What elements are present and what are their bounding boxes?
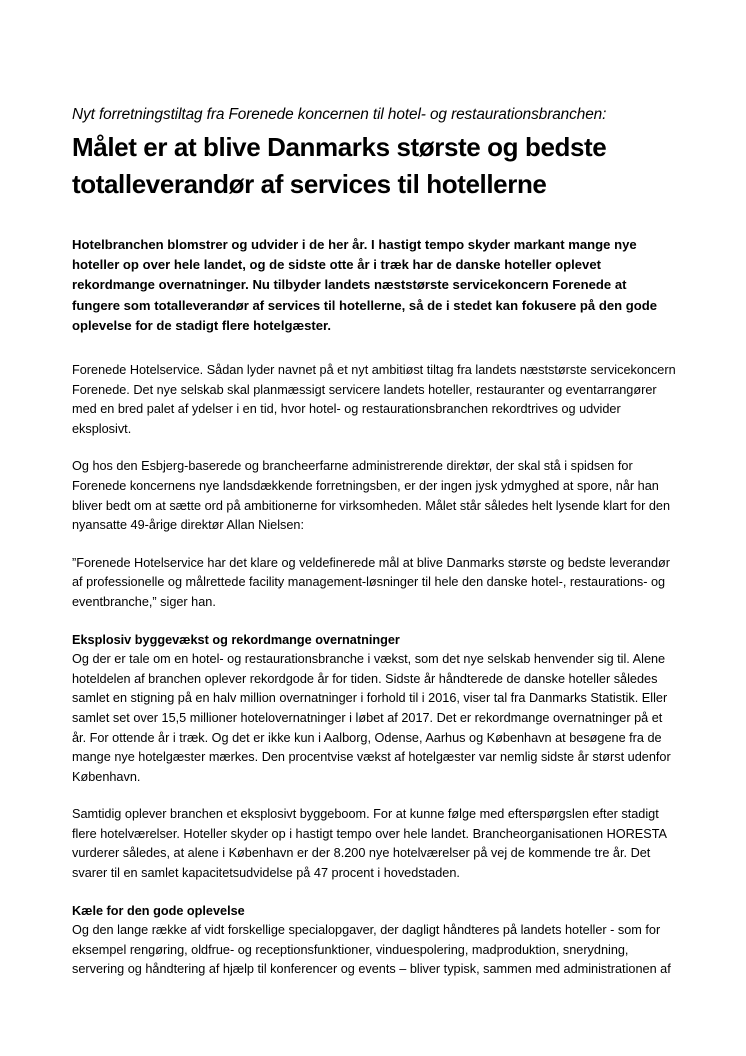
document-page bbox=[72, 104, 676, 980]
paragraph-1: Forenede Hotelservice. Sådan lyder navnet på et nyt ambitiøst tiltag fra landets næststørste servicekoncern Forenede. Det nye selskab skal planmæssigt servicere landets hoteller, restauranter og eventarrangører med en bred palet af ydelser i en tid, hvor hotel- og restaurationsbranchen rekordtrives og udvider eksplosivt. bbox=[72, 363, 676, 436]
article-kicker: Nyt forretningstiltag fra Forenede koncernen til hotel- og restaurationsbranchen: bbox=[72, 106, 607, 123]
paragraph-5: Samtidig oplever branchen et eksplosivt byggeboom. For at kunne følge med efterspørgslen efter stadigt flere hotelværelser. Hoteller skyder op i hastigt tempo over hele landet. Brancheorganisationen HORESTA vurderer således, at alene i København er der 8.200 nye hotelværelser på vej de kommende tre år. Det svarer til en samlet kapacitetsudvidelse på 47 procent i hovedstaden. bbox=[72, 807, 667, 881]
paragraph-2: Og hos den Esbjerg-baserede og brancheerfarne administrerende direktør, der skal stå i spidsen for Forenede koncernens nye landsdækkende forretningsben, er der ingen jysk ydmyghed at spore, når han bliver bedt om at sætte ord på ambitionerne for virksomheden. Målet står således helt lysende klart for den nyansatte 49-årige direktør Allan Nielsen: bbox=[72, 459, 671, 533]
paragraph-4: Og der er tale om en hotel- og restaurationsbranche i vækst, som det nye selskab henvender sig til. Alene hoteldelen af branchen oplever rekordgode år for tiden. Sidste år håndterede de danske hoteller således samlet en stigning på en halv million overnatninger i forhold til i 2016, viser tal fra Danmarks Statistik. Eller samlet set over 15,5 millioner hotelovernatninger i løbet af 2017. Det er rekordmange overnatninger på et år. For ottende år i træk. Og det er ikke kun i Aalborg, Odense, Aarhus og København at besøgene fra de mange nye hotelgæster mærkes. Den procentvise vækst af hotelgæster var nemlig sidste år størst udenfor København. bbox=[72, 652, 671, 784]
subheading-2: Kæle for den gode oplevelse bbox=[72, 903, 245, 918]
subheading-1: Eksplosiv byggevækst og rekordmange overnatninger bbox=[72, 632, 400, 647]
article-headline: Målet er at blive Danmarks største og bedste totalleverandør af services til hotellerne bbox=[72, 132, 607, 199]
article-lead: Hotelbranchen blomstrer og udvider i de her år. I hastigt tempo skyder markant mange nye hoteller op over hele landet, og de sidste otte år i træk har de danske hoteller oplevet rekordmange overnatninger. Nu tilbyder landets næststørste servicekoncern Forenede at fungere som totalleverandør af services til hotellerne, så de i stedet kan fokusere på den gode oplevelse for de stadigt flere hotelgæster. bbox=[72, 237, 658, 333]
paragraph-6: Og den lange række af vidt forskellige specialopgaver, der dagligt håndteres på landets hoteller - som for eksempel rengøring, oldfrue- og receptionsfunktioner, vinduespolering, madproduktion, snerydning, servering og håndtering af hjælp til konferencer og events – bliver typisk, sammen med administrationen af bbox=[72, 923, 671, 977]
paragraph-3-quote: ”Forenede Hotelservice har det klare og veldefinerede mål at blive Danmarks største og bedste leverandør af professionelle og målrettede facility management-løsninger til hele den danske hotel-, restaurations- og eventbranche,” siger han. bbox=[72, 555, 671, 609]
